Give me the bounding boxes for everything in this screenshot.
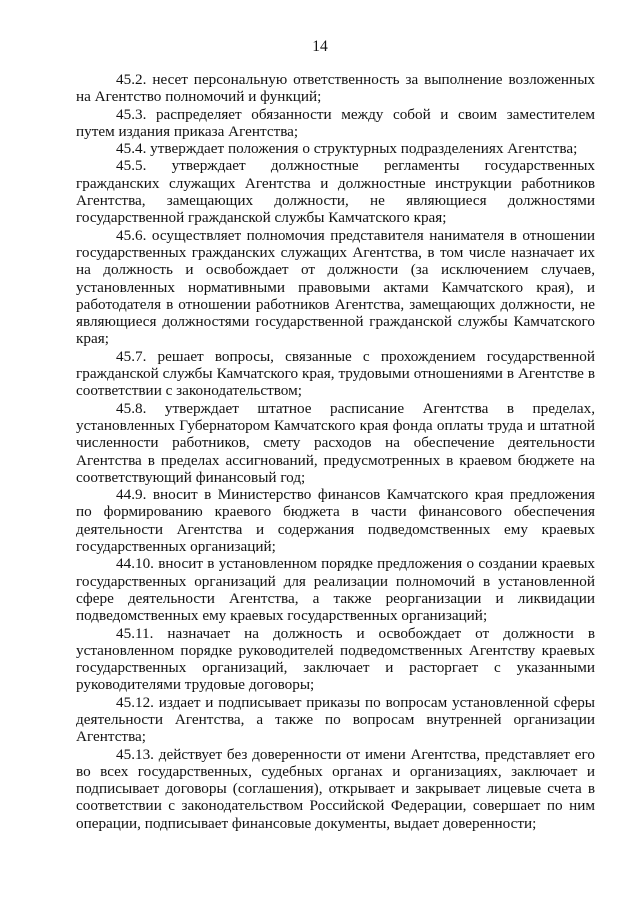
page-number: 14 (312, 38, 328, 55)
paragraph-45-11: 45.11. назначает на должность и освобождает от должности в установленном порядке руководителей подведомственных Агентству краевых государственных организаций, заключает и расторгает с указанными руководителями трудовые договоры; (76, 624, 595, 694)
paragraph-44-10: 44.10. вносит в установленном порядке предложения о создании краевых государственных организаций для реализации полномочий в установленной сфере деятельности Агентства, а также реорганизации и ликвидации подведомственных ему краевых государственных организаций; (76, 555, 595, 625)
document-body (76, 71, 595, 832)
paragraph-45-2: 45.2. несет персональную ответственность за выполнение возложенных на Агентство полномочий и функций; (76, 71, 595, 106)
paragraph-45-4: 45.4. утверждает положения о структурных подразделениях Агентства; (116, 140, 578, 158)
paragraph-45-12: 45.12. издает и подписывает приказы по вопросам установленной сферы деятельности Агентства, а также по вопросам внутренней организации Агентства; (76, 693, 595, 746)
paragraph-45-3: 45.3. распределяет обязанности между собой и своим заместителем путем издания приказа Агентства; (76, 105, 595, 140)
paragraph-45-5: 45.5. утверждает должностные регламенты государственных гражданских служащих Агентства и должностные инструкции работников Агентства, замещающих должности, не являющиеся должностями государственной гражданской службы Камчатского края; (76, 157, 595, 227)
paragraph-45-13: 45.13. действует без доверенности от имени Агентства, представляет его во всех государственных, судебных органах и организациях, заключает и подписывает договоры (соглашения), открывает и закрывает лицевые счета в соответствии с законодательством Российской Федерации, совершает по ним операции, подписывает финансовые документы, выдает доверенности; (76, 745, 595, 832)
paragraph-45-7: 45.7. решает вопросы, связанные с прохождением государственной гражданской службы Камчатского края, трудовыми отношениями в Агентстве в соответствии с законодательством; (76, 347, 595, 400)
paragraph-45-6: 45.6. осуществляет полномочия представителя нанимателя в отношении государственных гражданских служащих Агентства, в том числе назначает их на должность и освобождает от должности (за исключением случаев, установленных нормативными правовыми актами Камчатского края), и работодателя в отношении работников Агентства, замещающих должности, не являющиеся должностями государственной гражданской службы Камчатского края; (76, 226, 595, 348)
paragraph-45-8: 45.8. утверждает штатное расписание Агентства в пределах, установленных Губернатором Камчатского края фонда оплаты труда и штатной численности работников, смету расходов на обеспечение деятельности Агентства в пределах ассигнований, предусмотренных в краевом бюджете на соответствующий финансовый год; (76, 399, 595, 486)
paragraph-44-9: 44.9. вносит в Министерство финансов Камчатского края предложения по формированию краевого бюджета в части финансового обеспечения деятельности Агентства и содержания подведомственных ему краевых государственных организаций; (76, 486, 595, 556)
